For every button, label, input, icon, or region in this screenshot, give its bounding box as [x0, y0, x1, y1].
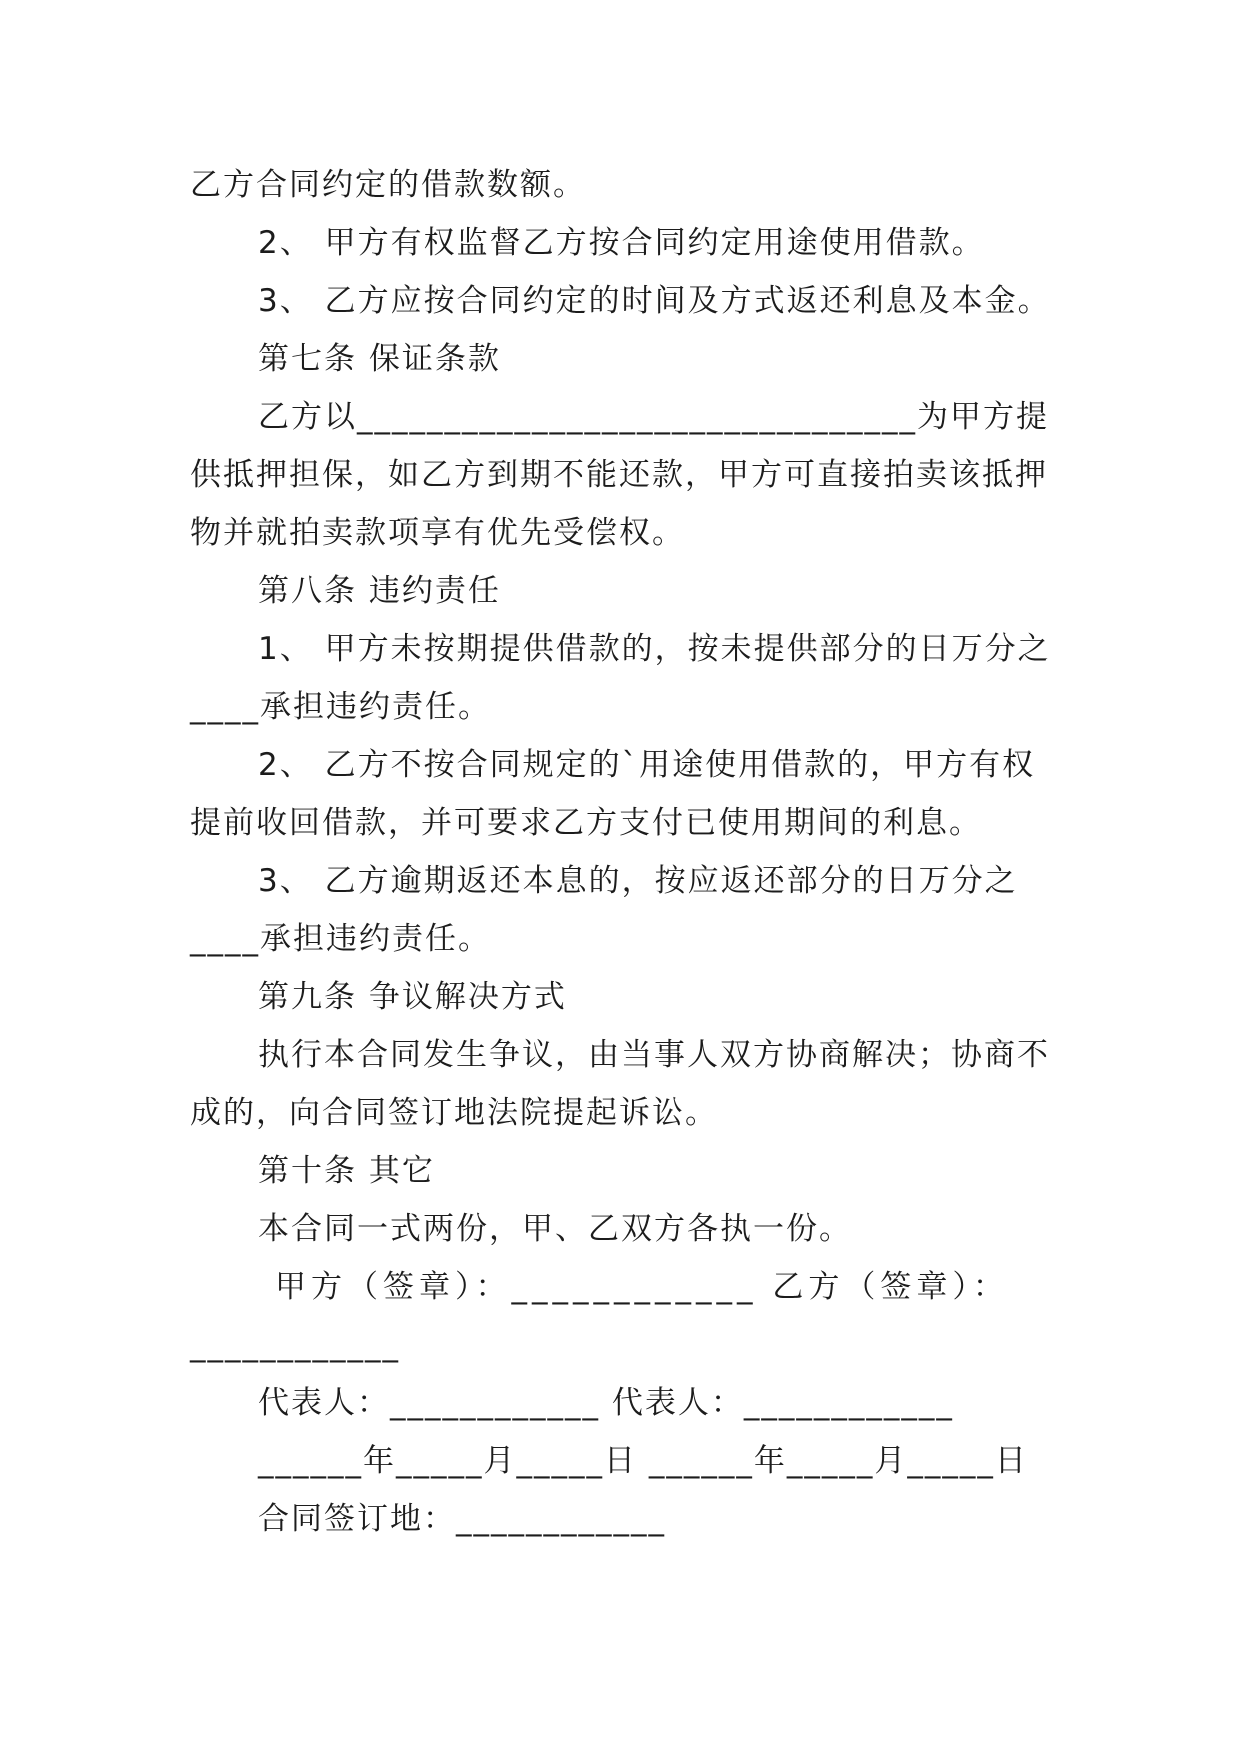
section-heading: 第八条 违约责任	[258, 573, 501, 609]
paragraph-line: 提前收回借款，并可要求乙方支付已使用期间的利息。	[190, 805, 982, 841]
paragraph-line: ____承担违约责任。	[190, 921, 491, 957]
signature-line: 甲方（签章）：____________ 乙方（签章）：	[275, 1269, 1009, 1305]
signature-line: ____________	[190, 1327, 400, 1363]
section-heading: 第九条 争议解决方式	[258, 979, 567, 1015]
paragraph-line: 供抵押担保，如乙方到期不能还款，甲方可直接拍卖该抵押	[190, 457, 1048, 493]
paragraph-line: 物并就拍卖款项享有优先受偿权。	[190, 515, 685, 551]
paragraph-line: 乙方合同约定的借款数额。	[190, 167, 586, 203]
paragraph-line: 2、 乙方不按合同规定的`用途使用借款的，甲方有权	[258, 747, 1036, 783]
representative-line: 代表人：____________ 代表人：____________	[258, 1385, 954, 1421]
paragraph-line: 乙方以________________________________为甲方提	[258, 399, 1049, 435]
signing-place-line: 合同签订地：____________	[258, 1501, 666, 1537]
paragraph-line: 3、 乙方逾期返还本息的，按应返还部分的日万分之	[258, 863, 1018, 899]
paragraph-line: 成的，向合同签订地法院提起诉讼。	[190, 1095, 718, 1131]
date-line: ______年_____月_____日 ______年_____月_____日	[258, 1443, 1028, 1479]
paragraph-line: 执行本合同发生争议，由当事人双方协商解决；协商不	[258, 1037, 1050, 1073]
section-heading: 第十条 其它	[258, 1153, 435, 1189]
paragraph-line: 3、 乙方应按合同约定的时间及方式返还利息及本金。	[258, 283, 1051, 319]
paragraph-line: 1、 甲方未按期提供借款的，按未提供部分的日万分之	[258, 631, 1051, 667]
paragraph-line: ____承担违约责任。	[190, 689, 491, 725]
section-heading: 第七条 保证条款	[258, 341, 501, 377]
paragraph-line: 2、 甲方有权监督乙方按合同约定用途使用借款。	[258, 225, 985, 261]
paragraph-line: 本合同一式两份，甲、乙双方各执一份。	[258, 1211, 852, 1247]
